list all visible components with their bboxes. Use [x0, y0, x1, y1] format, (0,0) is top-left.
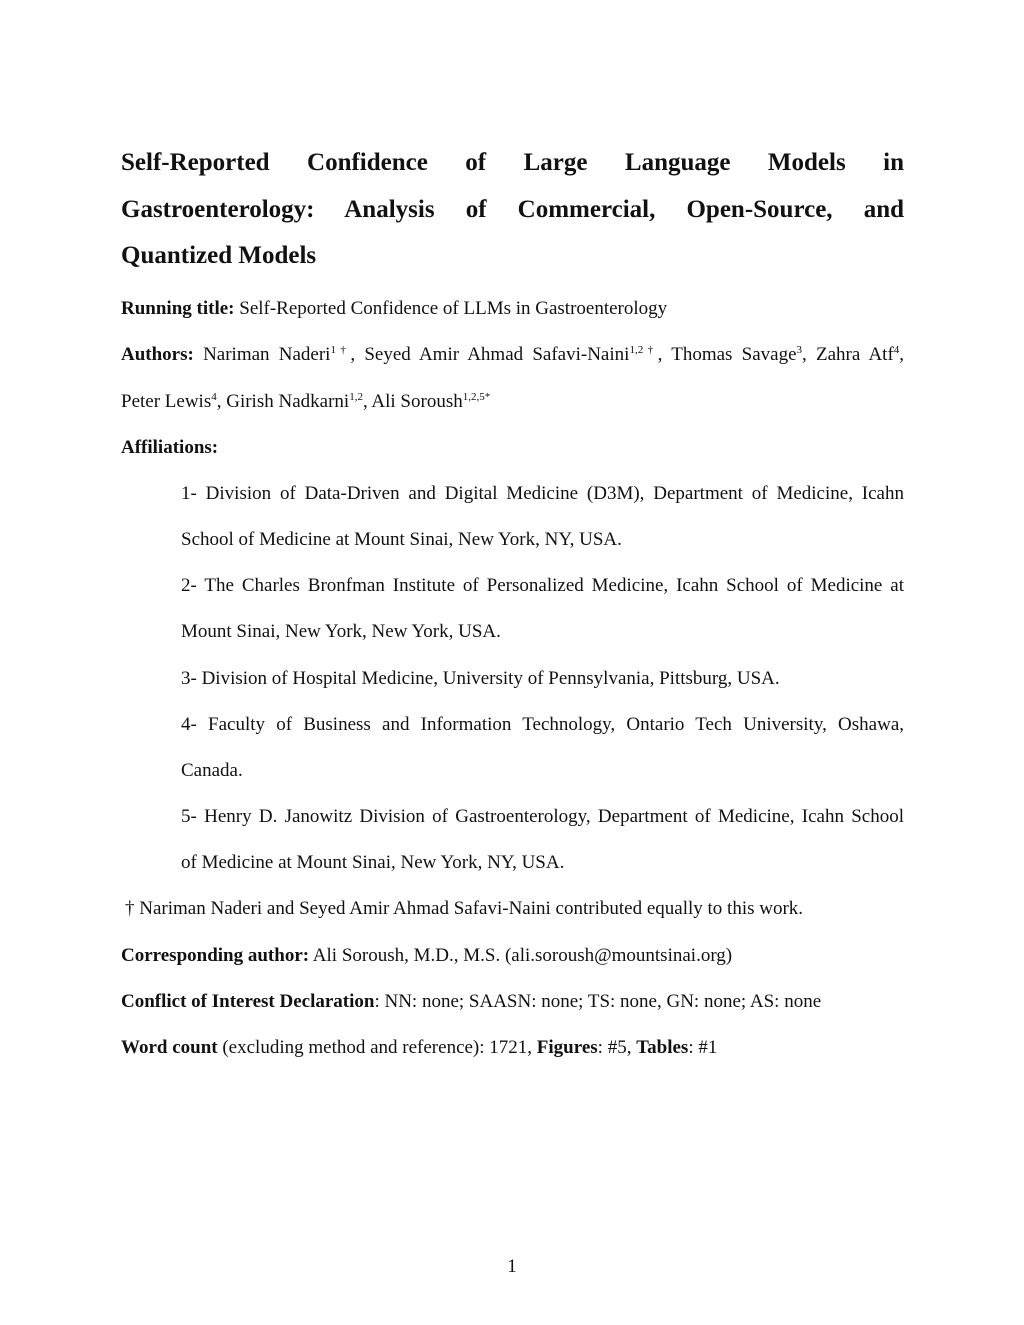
tables-value: : #1: [688, 1037, 718, 1058]
figures-value: : #5,: [597, 1037, 637, 1058]
figures-label: Figures: [536, 1037, 598, 1058]
author-affiliation: 3: [796, 344, 803, 356]
title-line: Self-Reported Confidence of Large Language Models in: [121, 149, 904, 176]
author-name: Thomas Savage: [671, 344, 797, 365]
conflict-of-interest: [121, 991, 904, 1013]
tables-label: Tables: [636, 1037, 689, 1058]
author-name: Seyed Amir Ahmad Safavi-Naini: [364, 344, 630, 365]
affiliations-label: Affiliations:: [121, 437, 219, 458]
corresponding-text: Ali Soroush, M.D., M.S. (ali.soroush@mountsinai.org): [312, 945, 733, 966]
affiliation-2-line-1: 2- The Charles Bronfman Institute of Personalized Medicine, Icahn School of Medicine at: [181, 575, 904, 596]
page-number: 1: [507, 1256, 517, 1277]
author-name: Nariman Naderi: [203, 344, 331, 365]
affiliation-3-line-1: 3- Division of Hospital Medicine, University of Pennsylvania, Pittsburg, USA.: [181, 668, 780, 689]
author-affiliation: 4: [893, 344, 900, 356]
paper-title: [121, 140, 904, 280]
affiliation-2-line-2: Mount Sinai, New York, New York, USA.: [181, 621, 501, 642]
author-name: Ali Soroush: [371, 391, 463, 412]
conflict-text: : NN: none; SAASN: none; TS: none, GN: none; AS: none: [374, 991, 822, 1012]
affiliation-4-line-2: Canada.: [181, 760, 243, 781]
affiliations-heading: [121, 437, 904, 459]
affiliation-1-line-1: 1- Division of Data-Driven and Digital Medicine (D3M), Department of Medicine, Icahn: [181, 483, 904, 504]
affiliation-5-line-1: 5- Henry D. Janowitz Division of Gastroenterology, Department of Medicine, Icahn School: [181, 806, 904, 827]
title-line: Quantized Models: [121, 242, 317, 269]
authors-line-1: Authors: Nariman Naderi$^{1\dagger}$, Seyed Amir Ahmad Safavi-Naini$^{1,2\dagger}$, Thomas Savage$^3$, Zahra Atf$^4$,: [121, 344, 905, 365]
affiliation-1-line-2: School of Medicine at Mount Sinai, New York, NY, USA.: [181, 529, 622, 550]
running-title-text: Self-Reported Confidence of LLMs in Gastroenterology: [239, 298, 668, 319]
running-title-label: Running title:: [121, 298, 235, 319]
corresponding-label: Corresponding author:: [121, 945, 310, 966]
word-count-text: (excluding method and reference): 1721,: [217, 1037, 537, 1058]
conflict-label: Conflict of Interest Declaration: [121, 991, 375, 1012]
title-line: Gastroenterology: Analysis of Commercial, Open-Source, and: [121, 195, 904, 223]
word-count-label: Word count: [121, 1037, 218, 1058]
running-title: [121, 298, 904, 320]
author-affiliation: 1,2†: [629, 344, 658, 356]
authors-label: Authors:: [121, 344, 194, 365]
authors-line-2: Peter Lewis$^4$, Girish Nadkarni$^{1,2}$, Ali Soroush$^{1,2,5*}$: [121, 391, 491, 412]
equal-contribution-note: † Nariman Naderi and Seyed Amir Ahmad Safavi-Naini contributed equally to this work.: [125, 898, 804, 919]
author-name: Girish Nadkarni: [226, 391, 350, 412]
author-name: Zahra Atf: [816, 344, 894, 365]
word-count: [121, 1037, 904, 1059]
author-affiliation: 4: [211, 391, 217, 403]
affiliation-5-line-2: of Medicine at Mount Sinai, New York, NY, USA.: [181, 852, 565, 873]
author-affiliation: 1†: [330, 344, 351, 356]
corresponding-author: [121, 945, 904, 967]
affiliation-4-line-1: 4- Faculty of Business and Information Technology, Ontario Tech University, Oshawa,: [181, 714, 904, 735]
author-affiliation: 1,2: [349, 391, 363, 403]
author-affiliation: 1,2,5*: [462, 391, 491, 403]
author-name: Peter Lewis: [121, 391, 212, 412]
